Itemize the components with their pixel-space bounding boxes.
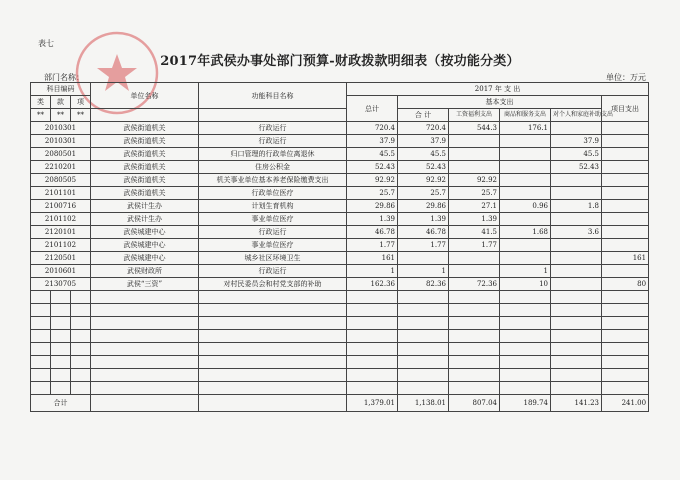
empty-cell [347, 369, 398, 382]
wages-cell: 1.77 [449, 239, 500, 252]
goods-cell [500, 148, 551, 161]
empty-row [31, 343, 649, 356]
empty-cell [51, 382, 71, 395]
empty-cell [551, 317, 602, 330]
total-cell: 720.4 [347, 122, 398, 135]
empty-cell [500, 369, 551, 382]
empty-cell [347, 317, 398, 330]
empty-cell [398, 343, 449, 356]
project-cell [602, 239, 649, 252]
empty-cell [500, 356, 551, 369]
empty-cell [500, 330, 551, 343]
total-cell: 46.78 [347, 226, 398, 239]
personal-cell [551, 278, 602, 291]
goods-cell [500, 174, 551, 187]
code-cell: 2101102 [31, 239, 91, 252]
unit-cell: 武侯“三资” [91, 278, 199, 291]
personal-subsidy-header: 对个人和家庭补助支出 [551, 109, 602, 122]
department-label: 部门名称： [44, 73, 84, 82]
project-cell [602, 265, 649, 278]
empty-cell [347, 343, 398, 356]
subtotal-cell: 25.7 [398, 187, 449, 200]
unit-cell: 武侯计生办 [91, 200, 199, 213]
function-name-header: 功能科目名称 [199, 83, 347, 109]
table-row [31, 265, 649, 278]
empty-cell [91, 291, 199, 304]
total-cell: 92.92 [347, 174, 398, 187]
goods-cell: 10 [500, 278, 551, 291]
project-cell [602, 200, 649, 213]
table-body [31, 122, 649, 395]
subtotal-cell: 29.86 [398, 200, 449, 213]
unit-cell: 武侯城建中心 [91, 239, 199, 252]
project-cell [602, 174, 649, 187]
empty-cell [551, 304, 602, 317]
personal-cell [551, 239, 602, 252]
unit-cell: 武侯城建中心 [91, 226, 199, 239]
code-cell: 2080505 [31, 174, 91, 187]
total-cell: 52.43 [347, 161, 398, 174]
unit-name-header: 单位名称 [91, 83, 199, 109]
wages-cell [449, 265, 500, 278]
total-row-goods: 189.74 [500, 395, 551, 412]
code-cell: 2010301 [31, 135, 91, 148]
empty-cell [449, 304, 500, 317]
unit-cell: 武侯城建中心 [91, 252, 199, 265]
project-cell [602, 122, 649, 135]
wages-cell: 27.1 [449, 200, 500, 213]
empty-cell [602, 291, 649, 304]
project-cell [602, 161, 649, 174]
table-row [31, 278, 649, 291]
empty-cell [91, 356, 199, 369]
project-cell [602, 148, 649, 161]
empty-cell [51, 317, 71, 330]
wages-cell: 72.36 [449, 278, 500, 291]
xiang-header: 项 [71, 96, 91, 109]
stars-cell: ** [31, 109, 51, 122]
empty-cell [71, 304, 91, 317]
empty-cell [398, 317, 449, 330]
goods-cell: 0.96 [500, 200, 551, 213]
personal-cell: 1.8 [551, 200, 602, 213]
basic-expense-header: 基本支出 [398, 96, 602, 109]
function-cell: 归口管理的行政单位离退休 [199, 148, 347, 161]
subtotal-cell: 92.92 [398, 174, 449, 187]
empty-cell [199, 330, 347, 343]
code-cell: 2101101 [31, 187, 91, 200]
unit-cell: 武侯街道机关 [91, 122, 199, 135]
empty-cell [500, 382, 551, 395]
function-cell: 住房公积金 [199, 161, 347, 174]
code-cell: 2101102 [31, 213, 91, 226]
empty-cell [602, 317, 649, 330]
goods-cell: 1.68 [500, 226, 551, 239]
table-row [31, 135, 649, 148]
function-cell: 行政运行 [199, 135, 347, 148]
unit-cell: 武侯财政所 [91, 265, 199, 278]
personal-cell [551, 265, 602, 278]
goods-cell [500, 135, 551, 148]
empty-cell [398, 291, 449, 304]
empty-row [31, 369, 649, 382]
empty-cell [31, 304, 51, 317]
unit-cell: 武侯计生办 [91, 213, 199, 226]
personal-cell: 45.5 [551, 148, 602, 161]
empty-cell [91, 317, 199, 330]
empty-cell [91, 343, 199, 356]
empty-cell [31, 382, 51, 395]
personal-cell [551, 252, 602, 265]
wages-cell [449, 252, 500, 265]
total-cell: 29.86 [347, 200, 398, 213]
empty-cell [551, 382, 602, 395]
total-row-subtotal: 1,138.01 [398, 395, 449, 412]
personal-cell [551, 122, 602, 135]
total-cell: 45.5 [347, 148, 398, 161]
empty-cell [398, 304, 449, 317]
empty-cell [31, 317, 51, 330]
empty-cell [347, 356, 398, 369]
code-cell: 2010601 [31, 265, 91, 278]
code-cell: 2080501 [31, 148, 91, 161]
empty-cell [91, 330, 199, 343]
subtotal-cell: 37.9 [398, 135, 449, 148]
empty-cell [602, 356, 649, 369]
total-cell: 161 [347, 252, 398, 265]
empty-cell [449, 330, 500, 343]
empty-cell [398, 356, 449, 369]
total-cell: 1.77 [347, 239, 398, 252]
wages-cell [449, 161, 500, 174]
function-cell: 事业单位医疗 [199, 213, 347, 226]
unit-cell: 武侯街道机关 [91, 161, 199, 174]
function-cell: 事业单位医疗 [199, 239, 347, 252]
project-cell [602, 226, 649, 239]
wages-cell: 544.3 [449, 122, 500, 135]
unit-cell: 武侯街道机关 [91, 174, 199, 187]
subtotal-cell [398, 252, 449, 265]
empty-cell [602, 382, 649, 395]
empty-cell [51, 369, 71, 382]
project-cell [602, 213, 649, 226]
empty-cell [602, 330, 649, 343]
empty-cell [71, 291, 91, 304]
goods-cell [500, 239, 551, 252]
empty-cell [71, 356, 91, 369]
subtotal-cell: 52.43 [398, 161, 449, 174]
table-row [31, 148, 649, 161]
empty-cell [51, 291, 71, 304]
empty-cell [449, 291, 500, 304]
empty-cell [449, 382, 500, 395]
empty-cell [71, 382, 91, 395]
empty-cell [71, 317, 91, 330]
empty-cell [551, 330, 602, 343]
subject-code-header: 科目编码 [31, 83, 91, 96]
function-cell: 行政单位医疗 [199, 187, 347, 200]
empty-cell [31, 330, 51, 343]
function-cell: 计划生育机构 [199, 200, 347, 213]
wages-cell [449, 148, 500, 161]
subtotal-cell: 1.39 [398, 213, 449, 226]
empty-cell [199, 382, 347, 395]
empty-cell [602, 369, 649, 382]
empty-cell [551, 343, 602, 356]
goods-cell: 1 [500, 265, 551, 278]
empty-cell [91, 304, 199, 317]
total-header: 总计 [347, 96, 398, 122]
function-cell: 行政运行 [199, 122, 347, 135]
subtotal-cell: 720.4 [398, 122, 449, 135]
code-cell: 2120501 [31, 252, 91, 265]
function-cell: 对村民委员会和村党支部的补助 [199, 278, 347, 291]
total-cell: 1.39 [347, 213, 398, 226]
table-row [31, 200, 649, 213]
total-row [31, 395, 649, 412]
stars-cell: ** [51, 109, 71, 122]
goods-cell [500, 252, 551, 265]
code-cell: 2210201 [31, 161, 91, 174]
table-row [31, 174, 649, 187]
empty-cell [199, 343, 347, 356]
function-cell: 机关事业单位基本养老保险缴费支出 [199, 174, 347, 187]
empty-cell [71, 369, 91, 382]
subtotal-cell: 46.78 [398, 226, 449, 239]
empty-cell [398, 369, 449, 382]
unit-cell: 武侯街道机关 [91, 187, 199, 200]
empty-row [31, 317, 649, 330]
empty-cell [199, 356, 347, 369]
empty-cell [500, 304, 551, 317]
empty-cell [551, 369, 602, 382]
personal-cell: 3.6 [551, 226, 602, 239]
code-cell: 2100716 [31, 200, 91, 213]
lei-header: 类 [31, 96, 51, 109]
wages-cell: 92.92 [449, 174, 500, 187]
empty-row [31, 356, 649, 369]
empty-cell [551, 291, 602, 304]
empty-row [31, 330, 649, 343]
total-row-project: 241.00 [602, 395, 649, 412]
function-name-spacer [199, 109, 347, 122]
empty-row [31, 304, 649, 317]
empty-cell [347, 304, 398, 317]
subtotal-cell: 45.5 [398, 148, 449, 161]
empty-cell [551, 356, 602, 369]
code-cell: 2130705 [31, 278, 91, 291]
table-row [31, 252, 649, 265]
kuan-header: 款 [51, 96, 71, 109]
function-cell: 行政运行 [199, 226, 347, 239]
goods-cell [500, 213, 551, 226]
empty-cell [347, 330, 398, 343]
budget-table [30, 82, 649, 412]
total-cell: 25.7 [347, 187, 398, 200]
table-row [31, 239, 649, 252]
empty-cell [500, 343, 551, 356]
project-expense-header: 项目支出 [602, 96, 649, 122]
empty-cell [398, 330, 449, 343]
empty-cell [51, 343, 71, 356]
total-cell: 162.36 [347, 278, 398, 291]
code-cell: 2010301 [31, 122, 91, 135]
empty-cell [91, 369, 199, 382]
page-title: 2017年武侯办事处部门预算-财政拨款明细表（按功能分类） [160, 54, 520, 69]
empty-cell [199, 304, 347, 317]
total-row-wages: 807.04 [449, 395, 500, 412]
total-cell: 37.9 [347, 135, 398, 148]
total-row-total: 1,379.01 [347, 395, 398, 412]
subtotal-cell: 1 [398, 265, 449, 278]
total-row-empty [199, 395, 347, 412]
empty-cell [51, 330, 71, 343]
empty-cell [199, 369, 347, 382]
empty-cell [71, 343, 91, 356]
empty-cell [347, 291, 398, 304]
stars-cell: ** [71, 109, 91, 122]
project-cell: 161 [602, 252, 649, 265]
unit-label: 单位：万元 [606, 73, 646, 82]
empty-row [31, 291, 649, 304]
empty-cell [91, 382, 199, 395]
empty-row [31, 382, 649, 395]
table-row [31, 187, 649, 200]
subtotal-cell: 1.77 [398, 239, 449, 252]
empty-cell [449, 343, 500, 356]
goods-cell [500, 161, 551, 174]
goods-services-header: 商品和服务支出 [500, 109, 551, 122]
wages-cell: 25.7 [449, 187, 500, 200]
empty-cell [347, 382, 398, 395]
year-expense-header: 2017 年 支 出 [347, 83, 649, 96]
empty-cell [31, 356, 51, 369]
table-row [31, 122, 649, 135]
empty-cell [500, 317, 551, 330]
total-row-personal: 141.23 [551, 395, 602, 412]
empty-cell [51, 304, 71, 317]
empty-cell [199, 317, 347, 330]
empty-cell [602, 304, 649, 317]
table-row [31, 161, 649, 174]
unit-name-spacer [91, 109, 199, 122]
wages-cell: 1.39 [449, 213, 500, 226]
table-row [31, 213, 649, 226]
empty-cell [449, 356, 500, 369]
subtotal-header: 合 计 [398, 109, 449, 122]
project-cell [602, 187, 649, 200]
empty-cell [51, 356, 71, 369]
empty-cell [602, 343, 649, 356]
personal-cell: 52.43 [551, 161, 602, 174]
unit-cell: 武侯街道机关 [91, 148, 199, 161]
personal-cell [551, 187, 602, 200]
empty-cell [500, 291, 551, 304]
wages-cell [449, 135, 500, 148]
table-row [31, 226, 649, 239]
empty-cell [31, 369, 51, 382]
total-row-empty [91, 395, 199, 412]
subtotal-cell: 82.36 [398, 278, 449, 291]
empty-cell [31, 343, 51, 356]
project-cell [602, 135, 649, 148]
wages-cell: 41.5 [449, 226, 500, 239]
unit-cell: 武侯街道机关 [91, 135, 199, 148]
goods-cell [500, 187, 551, 200]
empty-cell [398, 382, 449, 395]
function-cell: 城乡社区环境卫生 [199, 252, 347, 265]
empty-cell [199, 291, 347, 304]
project-cell: 80 [602, 278, 649, 291]
total-row-label: 合计 [31, 395, 91, 412]
empty-cell [449, 369, 500, 382]
empty-cell [71, 330, 91, 343]
page-tag: 表七 [38, 39, 54, 48]
goods-cell: 176.1 [500, 122, 551, 135]
personal-cell [551, 174, 602, 187]
empty-cell [31, 291, 51, 304]
total-cell: 1 [347, 265, 398, 278]
wages-header: 工资福利支出 [449, 109, 500, 122]
code-cell: 2120101 [31, 226, 91, 239]
personal-cell [551, 213, 602, 226]
empty-cell [449, 317, 500, 330]
function-cell: 行政运行 [199, 265, 347, 278]
personal-cell: 37.9 [551, 135, 602, 148]
